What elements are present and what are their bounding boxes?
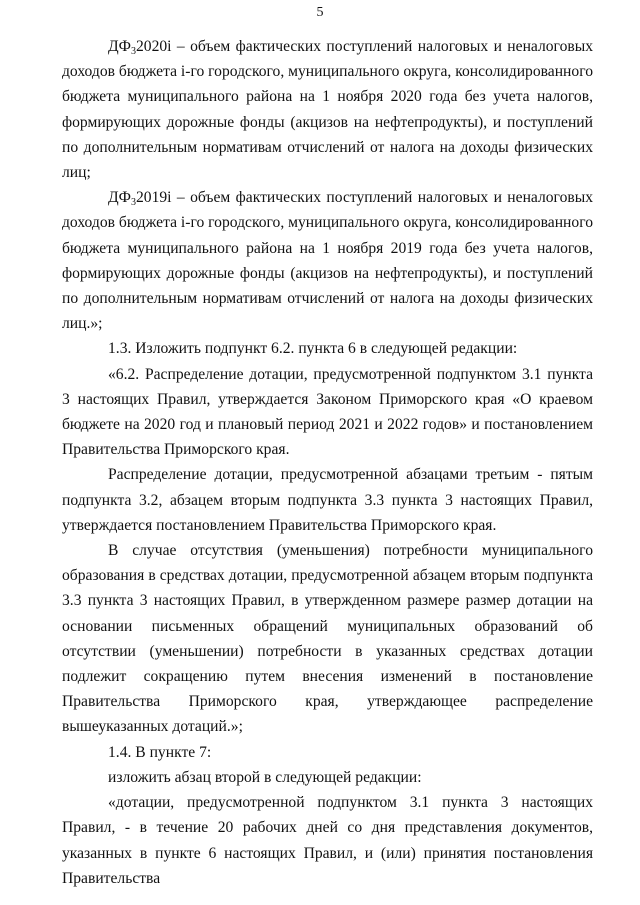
paragraph-distribution: Распределение дотации, предусмотренной абзацами третьим - пятым подпункта 3.2, абзацем вторым подпункта 3.3 пункта 3 настоящих Правил, утверждается постановлением Правительства Приморского края. — [62, 466, 593, 534]
paragraph-df-2020 — [62, 34, 593, 185]
df-subscript: 3 — [130, 46, 136, 57]
paragraph-subsidy-deadline: «дотации, предусмотренной подпунктом 3.1 пункта 3 настоящих Правил, - в течение 20 рабочих дней со дня представления документов, указанных в пункте 6 настоящих Правил, и (или) принятия постановления Правительства — [62, 794, 593, 887]
df-symbol: ДФ — [108, 189, 131, 207]
document-body — [62, 34, 593, 891]
page-number: 5 — [316, 5, 324, 20]
df-symbol: ДФ — [108, 38, 131, 55]
paragraph-1-3: 1.3. Изложить подпункт 6.2. пункта 6 в следующей редакции: — [108, 340, 518, 358]
df-subscript: 3 — [130, 197, 136, 209]
paragraph-1-4: 1.4. В пункте 7: — [108, 743, 212, 761]
paragraph-absence-of-need: В случае отсутствия (уменьшения) потребности муниципального образования в средствах дотации, предусмотренной абзацем вторым подпункта 3.3 пункта 3 настоящих Правил, в утвержденном размере размер дотации на основании письменных обращений муниципальных образований об отсутствии (уменьшении) потребности в указанных средствах дотации подлежит сокращению путем внесения изменений в постановление Правительства Приморского края, утверждающее распределение вышеуказанных дотаций.»; — [62, 542, 593, 736]
paragraph-6-2: «6.2. Распределение дотации, предусмотренной подпунктом 3.1 пункта 3 настоящих Правил, утверждается Законом Приморского края «О краевом бюджете на 2020 год и плановый период 2021 и 2022 годов» и постановлением Правительства Приморского края. — [62, 365, 593, 459]
paragraph-amend-second-para: изложить абзац второй в следующей редакции: — [108, 768, 422, 786]
paragraph-text: 2020i – объем фактических поступлений налоговых и неналоговых доходов бюджета i-го городского, муниципального округа, консолидированного бюджета муниципального района на 1 ноября 2020 года без учета налогов, формирующих дорожные фонды (акцизов на нефтепродукты), и поступлений по дополнительным нормативам отчислений от налога на доходы физических лиц; — [62, 38, 594, 182]
paragraph-df-2019 — [62, 185, 593, 336]
paragraph-text: 2019i – объем фактических поступлений налоговых и неналоговых доходов бюджета i-го городского, муниципального округа, консолидированного бюджета муниципального района на 1 ноября 2019 года без учета налогов, формирующих дорожные фонды (акцизов на нефтепродукты), и поступлений по дополнительным нормативам отчислений от налога на доходы физических лиц.»; — [62, 189, 594, 333]
